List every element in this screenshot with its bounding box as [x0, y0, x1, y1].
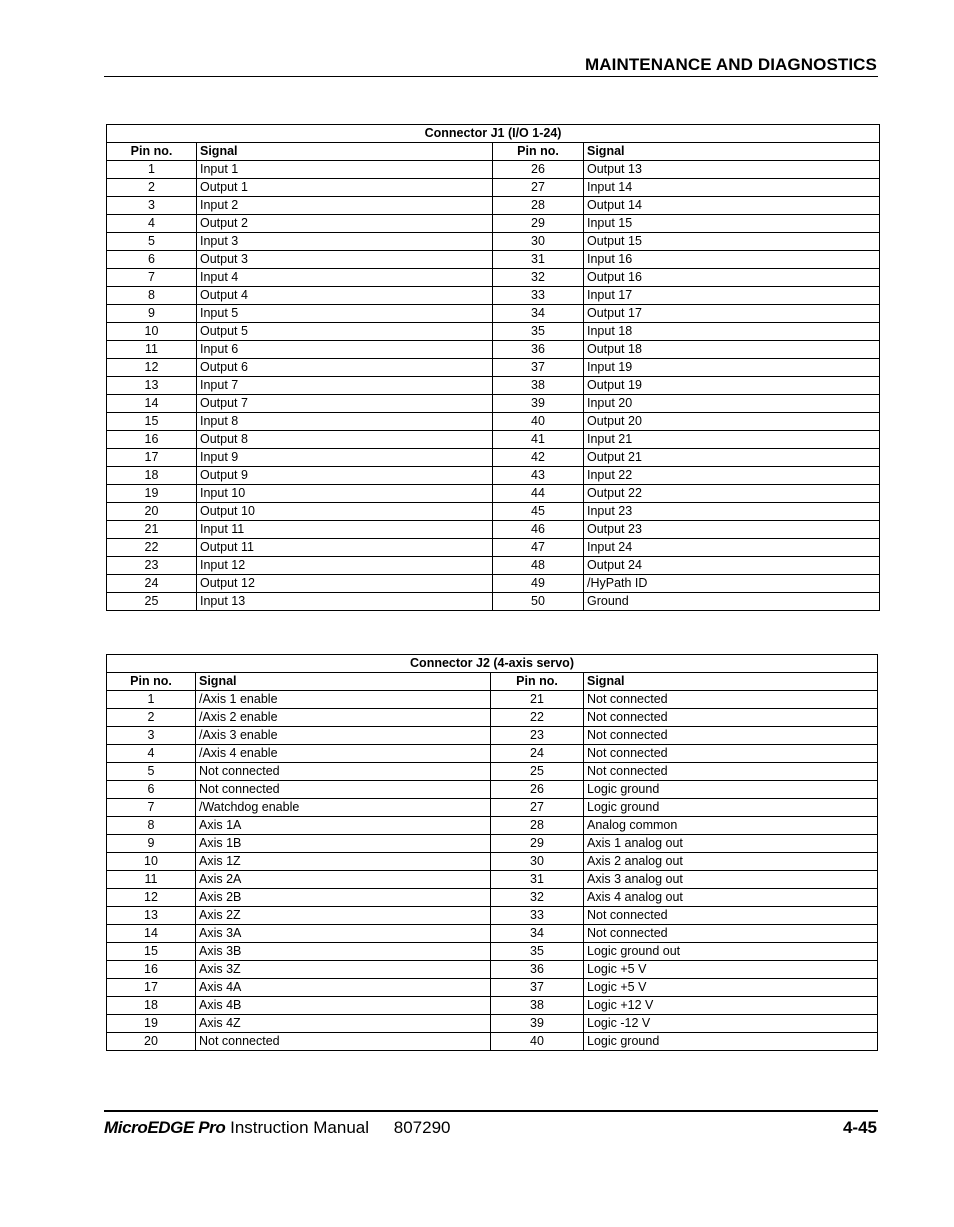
- pin-number-cell: 3: [107, 197, 197, 215]
- signal-cell: Logic -12 V: [584, 1015, 878, 1033]
- page-number: 4-45: [842, 1118, 877, 1137]
- column-header-signal: Signal: [197, 143, 493, 161]
- manual-type: Instruction Manual: [230, 1118, 370, 1137]
- signal-cell: Output 6: [197, 359, 493, 377]
- signal-cell: Logic +12 V: [584, 997, 878, 1015]
- signal-cell: Output 12: [197, 575, 493, 593]
- signal-cell: Not connected: [584, 709, 878, 727]
- signal-cell: Output 17: [584, 305, 880, 323]
- signal-cell: Axis 1 analog out: [584, 835, 878, 853]
- table-caption: Connector J1 (I/O 1-24): [107, 125, 880, 143]
- signal-cell: Axis 1B: [196, 835, 491, 853]
- table-row: [107, 781, 878, 799]
- table-row: [107, 1033, 878, 1051]
- table-row: [107, 763, 878, 781]
- signal-cell: Input 20: [584, 395, 880, 413]
- column-header-pin: Pin no.: [491, 673, 584, 691]
- pin-number-cell: 16: [107, 431, 197, 449]
- signal-cell: Input 8: [197, 413, 493, 431]
- pin-number-cell: 6: [107, 251, 197, 269]
- page-section-title: MAINTENANCE AND DIAGNOSTICS: [584, 55, 877, 74]
- table-row: [107, 1015, 878, 1033]
- pin-number-cell: 50: [493, 593, 584, 611]
- signal-cell: Axis 2Z: [196, 907, 491, 925]
- document-number: 807290: [393, 1118, 451, 1137]
- signal-cell: Input 4: [197, 269, 493, 287]
- header-divider: [104, 76, 878, 77]
- signal-cell: Input 19: [584, 359, 880, 377]
- pin-number-cell: 25: [107, 593, 197, 611]
- signal-cell: Logic +5 V: [584, 979, 878, 997]
- signal-cell: Input 9: [197, 449, 493, 467]
- pin-number-cell: 39: [493, 395, 584, 413]
- signal-cell: Input 3: [197, 233, 493, 251]
- table-row: [107, 179, 880, 197]
- signal-cell: Output 9: [197, 467, 493, 485]
- signal-cell: Axis 4Z: [196, 1015, 491, 1033]
- pin-number-cell: 31: [493, 251, 584, 269]
- signal-cell: Input 18: [584, 323, 880, 341]
- pin-number-cell: 35: [493, 323, 584, 341]
- pin-number-cell: 17: [107, 449, 197, 467]
- signal-cell: Output 1: [197, 179, 493, 197]
- signal-cell: /Axis 3 enable: [196, 727, 491, 745]
- signal-cell: Input 2: [197, 197, 493, 215]
- signal-cell: Input 7: [197, 377, 493, 395]
- pin-number-cell: 23: [491, 727, 584, 745]
- pin-number-cell: 32: [491, 889, 584, 907]
- pin-number-cell: 34: [493, 305, 584, 323]
- column-header-signal: Signal: [196, 673, 491, 691]
- pin-number-cell: 34: [491, 925, 584, 943]
- pin-number-cell: 5: [107, 763, 196, 781]
- signal-cell: Output 19: [584, 377, 880, 395]
- connector-j2-table: [106, 654, 878, 1051]
- signal-cell: /Axis 2 enable: [196, 709, 491, 727]
- table-row: [107, 817, 878, 835]
- signal-cell: Input 5: [197, 305, 493, 323]
- pin-number-cell: 9: [107, 835, 196, 853]
- pin-number-cell: 19: [107, 485, 197, 503]
- signal-cell: Output 24: [584, 557, 880, 575]
- signal-cell: Output 10: [197, 503, 493, 521]
- pin-number-cell: 10: [107, 323, 197, 341]
- pin-number-cell: 12: [107, 359, 197, 377]
- pin-number-cell: 47: [493, 539, 584, 557]
- pin-number-cell: 5: [107, 233, 197, 251]
- signal-cell: Input 22: [584, 467, 880, 485]
- signal-cell: /Axis 1 enable: [196, 691, 491, 709]
- pin-number-cell: 2: [107, 709, 196, 727]
- signal-cell: Output 7: [197, 395, 493, 413]
- signal-cell: Logic ground: [584, 799, 878, 817]
- pin-number-cell: 11: [107, 871, 196, 889]
- signal-cell: Logic ground out: [584, 943, 878, 961]
- pin-number-cell: 25: [491, 763, 584, 781]
- table-row: [107, 395, 880, 413]
- signal-cell: Input 16: [584, 251, 880, 269]
- signal-cell: Axis 4 analog out: [584, 889, 878, 907]
- table-row: [107, 709, 878, 727]
- pin-number-cell: 36: [493, 341, 584, 359]
- signal-cell: Axis 2B: [196, 889, 491, 907]
- table-row: [107, 835, 878, 853]
- pin-number-cell: 10: [107, 853, 196, 871]
- table-row: [107, 745, 878, 763]
- table-row: [107, 341, 880, 359]
- signal-cell: Axis 3Z: [196, 961, 491, 979]
- signal-cell: Input 17: [584, 287, 880, 305]
- signal-cell: Output 4: [197, 287, 493, 305]
- table-row: [107, 593, 880, 611]
- pin-number-cell: 17: [107, 979, 196, 997]
- pin-number-cell: 30: [493, 233, 584, 251]
- pin-number-cell: 32: [493, 269, 584, 287]
- table-row: [107, 323, 880, 341]
- table-row: [107, 161, 880, 179]
- pin-number-cell: 12: [107, 889, 196, 907]
- pin-number-cell: 13: [107, 377, 197, 395]
- signal-cell: Not connected: [196, 763, 491, 781]
- pin-number-cell: 20: [107, 503, 197, 521]
- pin-number-cell: 21: [107, 521, 197, 539]
- pin-number-cell: 33: [493, 287, 584, 305]
- pin-number-cell: 2: [107, 179, 197, 197]
- signal-cell: /HyPath ID: [584, 575, 880, 593]
- pin-number-cell: 20: [107, 1033, 196, 1051]
- connector-j1-table: [106, 124, 880, 611]
- pin-number-cell: 30: [491, 853, 584, 871]
- pin-number-cell: 1: [107, 161, 197, 179]
- pin-number-cell: 37: [491, 979, 584, 997]
- table-row: [107, 557, 880, 575]
- pin-number-cell: 35: [491, 943, 584, 961]
- pin-number-cell: 22: [107, 539, 197, 557]
- signal-cell: Output 5: [197, 323, 493, 341]
- pin-number-cell: 15: [107, 943, 196, 961]
- signal-cell: Axis 3 analog out: [584, 871, 878, 889]
- column-header-signal: Signal: [584, 673, 878, 691]
- signal-cell: Input 6: [197, 341, 493, 359]
- signal-cell: Input 1: [197, 161, 493, 179]
- table-row: [107, 215, 880, 233]
- signal-cell: Not connected: [196, 781, 491, 799]
- table-row: [107, 503, 880, 521]
- signal-cell: Not connected: [584, 727, 878, 745]
- pin-number-cell: 16: [107, 961, 196, 979]
- table-row: [107, 485, 880, 503]
- table-row: [107, 377, 880, 395]
- pin-number-cell: 43: [493, 467, 584, 485]
- signal-cell: Not connected: [584, 763, 878, 781]
- signal-cell: Input 23: [584, 503, 880, 521]
- pin-number-cell: 7: [107, 799, 196, 817]
- signal-cell: Output 15: [584, 233, 880, 251]
- pin-number-cell: 24: [491, 745, 584, 763]
- signal-cell: Logic ground: [584, 781, 878, 799]
- pin-number-cell: 40: [493, 413, 584, 431]
- pin-number-cell: 33: [491, 907, 584, 925]
- signal-cell: Input 24: [584, 539, 880, 557]
- pin-number-cell: 26: [493, 161, 584, 179]
- signal-cell: Input 15: [584, 215, 880, 233]
- signal-cell: Not connected: [584, 907, 878, 925]
- pin-number-cell: 18: [107, 997, 196, 1015]
- signal-cell: Output 13: [584, 161, 880, 179]
- pin-number-cell: 1: [107, 691, 196, 709]
- table-row: [107, 287, 880, 305]
- signal-cell: Input 11: [197, 521, 493, 539]
- pin-number-cell: 8: [107, 817, 196, 835]
- table-row: [107, 997, 878, 1015]
- table-row: [107, 925, 878, 943]
- pin-number-cell: 4: [107, 745, 196, 763]
- pin-number-cell: 14: [107, 395, 197, 413]
- signal-cell: Output 20: [584, 413, 880, 431]
- signal-cell: Not connected: [584, 745, 878, 763]
- table-row: [107, 359, 880, 377]
- table-row: [107, 305, 880, 323]
- signal-cell: Output 22: [584, 485, 880, 503]
- signal-cell: Axis 1A: [196, 817, 491, 835]
- table-row: [107, 889, 878, 907]
- signal-cell: Output 14: [584, 197, 880, 215]
- table-row: [107, 871, 878, 889]
- pin-number-cell: 3: [107, 727, 196, 745]
- signal-cell: /Axis 4 enable: [196, 745, 491, 763]
- signal-cell: /Watchdog enable: [196, 799, 491, 817]
- pin-number-cell: 14: [107, 925, 196, 943]
- pin-number-cell: 41: [493, 431, 584, 449]
- signal-cell: Input 21: [584, 431, 880, 449]
- pin-number-cell: 27: [493, 179, 584, 197]
- table-row: [107, 413, 880, 431]
- table-row: [107, 727, 878, 745]
- signal-cell: Axis 3A: [196, 925, 491, 943]
- table-caption: Connector J2 (4-axis servo): [107, 655, 878, 673]
- table-row: [107, 233, 880, 251]
- pin-number-cell: 42: [493, 449, 584, 467]
- pin-number-cell: 27: [491, 799, 584, 817]
- table-row: [107, 539, 880, 557]
- signal-cell: Output 3: [197, 251, 493, 269]
- signal-cell: Axis 2 analog out: [584, 853, 878, 871]
- pin-number-cell: 28: [491, 817, 584, 835]
- footer-manual-info: [104, 1118, 451, 1138]
- signal-cell: Output 21: [584, 449, 880, 467]
- column-header-pin: Pin no.: [493, 143, 584, 161]
- column-header-pin: Pin no.: [107, 673, 196, 691]
- signal-cell: Axis 3B: [196, 943, 491, 961]
- table-row: [107, 979, 878, 997]
- table-row: [107, 961, 878, 979]
- pin-number-cell: 29: [493, 215, 584, 233]
- table-row: [107, 269, 880, 287]
- pin-number-cell: 7: [107, 269, 197, 287]
- signal-cell: Not connected: [196, 1033, 491, 1051]
- column-header-pin: Pin no.: [107, 143, 197, 161]
- table-row: [107, 853, 878, 871]
- signal-cell: Axis 1Z: [196, 853, 491, 871]
- pin-number-cell: 44: [493, 485, 584, 503]
- pin-number-cell: 6: [107, 781, 196, 799]
- signal-cell: Input 10: [197, 485, 493, 503]
- pin-number-cell: 29: [491, 835, 584, 853]
- pin-number-cell: 40: [491, 1033, 584, 1051]
- pin-number-cell: 11: [107, 341, 197, 359]
- table-row: [107, 943, 878, 961]
- signal-cell: Output 8: [197, 431, 493, 449]
- column-header-signal: Signal: [584, 143, 880, 161]
- pin-number-cell: 37: [493, 359, 584, 377]
- signal-cell: Ground: [584, 593, 880, 611]
- table-row: [107, 575, 880, 593]
- signal-cell: Axis 4B: [196, 997, 491, 1015]
- pin-number-cell: 21: [491, 691, 584, 709]
- pin-number-cell: 9: [107, 305, 197, 323]
- footer-divider: [104, 1110, 878, 1112]
- pin-number-cell: 38: [493, 377, 584, 395]
- signal-cell: Input 14: [584, 179, 880, 197]
- table-row: [107, 521, 880, 539]
- signal-cell: Not connected: [584, 691, 878, 709]
- signal-cell: Analog common: [584, 817, 878, 835]
- pin-number-cell: 45: [493, 503, 584, 521]
- pin-number-cell: 38: [491, 997, 584, 1015]
- signal-cell: Input 12: [197, 557, 493, 575]
- pin-number-cell: 18: [107, 467, 197, 485]
- pin-number-cell: 23: [107, 557, 197, 575]
- pin-number-cell: 22: [491, 709, 584, 727]
- pin-number-cell: 46: [493, 521, 584, 539]
- pin-number-cell: 13: [107, 907, 196, 925]
- signal-cell: Not connected: [584, 925, 878, 943]
- signal-cell: Input 13: [197, 593, 493, 611]
- signal-cell: Axis 4A: [196, 979, 491, 997]
- table-row: [107, 467, 880, 485]
- table-row: [107, 907, 878, 925]
- pin-number-cell: 39: [491, 1015, 584, 1033]
- table-row: [107, 431, 880, 449]
- pin-number-cell: 24: [107, 575, 197, 593]
- pin-number-cell: 49: [493, 575, 584, 593]
- pin-number-cell: 4: [107, 215, 197, 233]
- signal-cell: Logic ground: [584, 1033, 878, 1051]
- signal-cell: Output 16: [584, 269, 880, 287]
- signal-cell: Output 11: [197, 539, 493, 557]
- pin-number-cell: 48: [493, 557, 584, 575]
- pin-number-cell: 15: [107, 413, 197, 431]
- pin-number-cell: 8: [107, 287, 197, 305]
- pin-number-cell: 26: [491, 781, 584, 799]
- table-row: [107, 197, 880, 215]
- pin-number-cell: 19: [107, 1015, 196, 1033]
- signal-cell: Output 2: [197, 215, 493, 233]
- pin-number-cell: 36: [491, 961, 584, 979]
- signal-cell: Output 18: [584, 341, 880, 359]
- product-brand: MicroEDGE Pro: [104, 1118, 226, 1137]
- signal-cell: Logic +5 V: [584, 961, 878, 979]
- signal-cell: Axis 2A: [196, 871, 491, 889]
- table-row: [107, 691, 878, 709]
- table-row: [107, 251, 880, 269]
- table-row: [107, 449, 880, 467]
- signal-cell: Output 23: [584, 521, 880, 539]
- pin-number-cell: 31: [491, 871, 584, 889]
- table-row: [107, 799, 878, 817]
- pin-number-cell: 28: [493, 197, 584, 215]
